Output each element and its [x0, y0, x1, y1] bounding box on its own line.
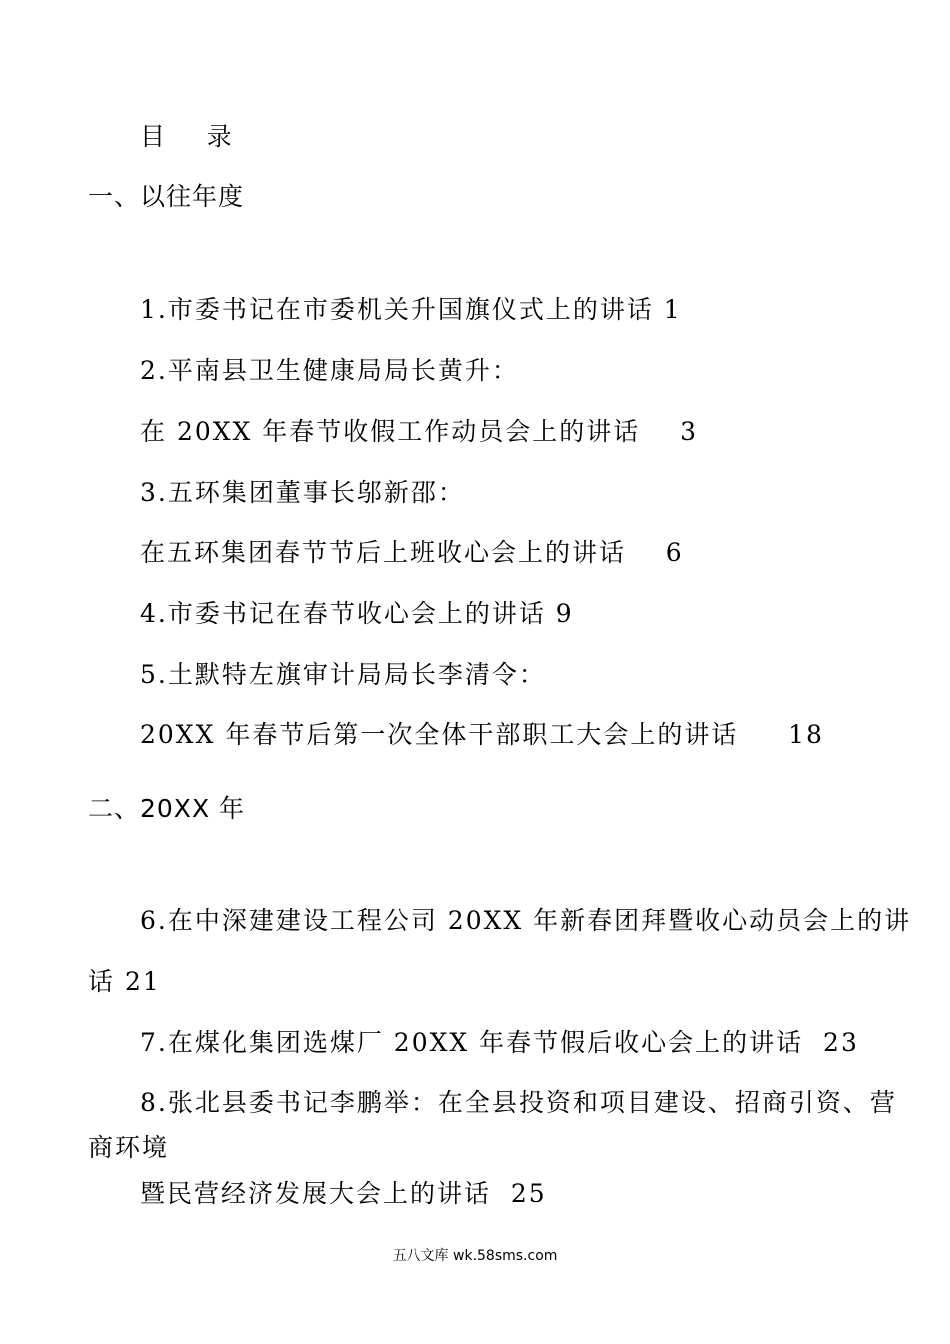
toc-entry-2-line-2: 在 20XX 年春节收假工作动员会上的讲话 3: [140, 417, 698, 446]
toc-entry-5-line-2: 20XX 年春节后第一次全体干部职工大会上的讲话 18: [140, 720, 824, 749]
toc-entry-3-line-1: 3.五环集团董事长邬新邵：: [140, 478, 465, 507]
toc-entry-8-line-3: 暨民营经济发展大会上的讲话 25: [140, 1179, 547, 1208]
toc-title: 目 录: [140, 122, 234, 151]
toc-entry-7: 7.在煤化集团选煤厂 20XX 年春节假后收心会上的讲话 23: [140, 1028, 859, 1057]
toc-entry-6-line-2: 话 21: [88, 967, 161, 996]
toc-entry-1: 1.市委书记在市委机关升国旗仪式上的讲话 1: [140, 295, 682, 324]
toc-entry-8-line-2: 商环境: [88, 1133, 170, 1162]
toc-entry-2-line-1: 2.平南县卫生健康局局长黄升：: [140, 356, 519, 385]
page-footer-watermark: 五八文库 wk.58sms.com: [392, 1248, 558, 1264]
section-heading-20xx: 二、20XX 年: [88, 794, 246, 823]
section-heading-past-years: 一、以往年度: [88, 182, 245, 211]
toc-entry-3-line-2: 在五环集团春节节后上班收心会上的讲话 6: [140, 538, 684, 567]
toc-entry-4: 4.市委书记在春节收心会上的讲话 9: [140, 599, 574, 628]
toc-entry-6-line-1: 6.在中深建建设工程公司 20XX 年新春团拜暨收心动员会上的讲: [140, 906, 912, 935]
toc-entry-5-line-1: 5.土默特左旗审计局局长李清令：: [140, 660, 546, 689]
toc-entry-8-line-1: 8.张北县委书记李鹏举：在全县投资和项目建设、招商引资、营: [140, 1088, 897, 1117]
